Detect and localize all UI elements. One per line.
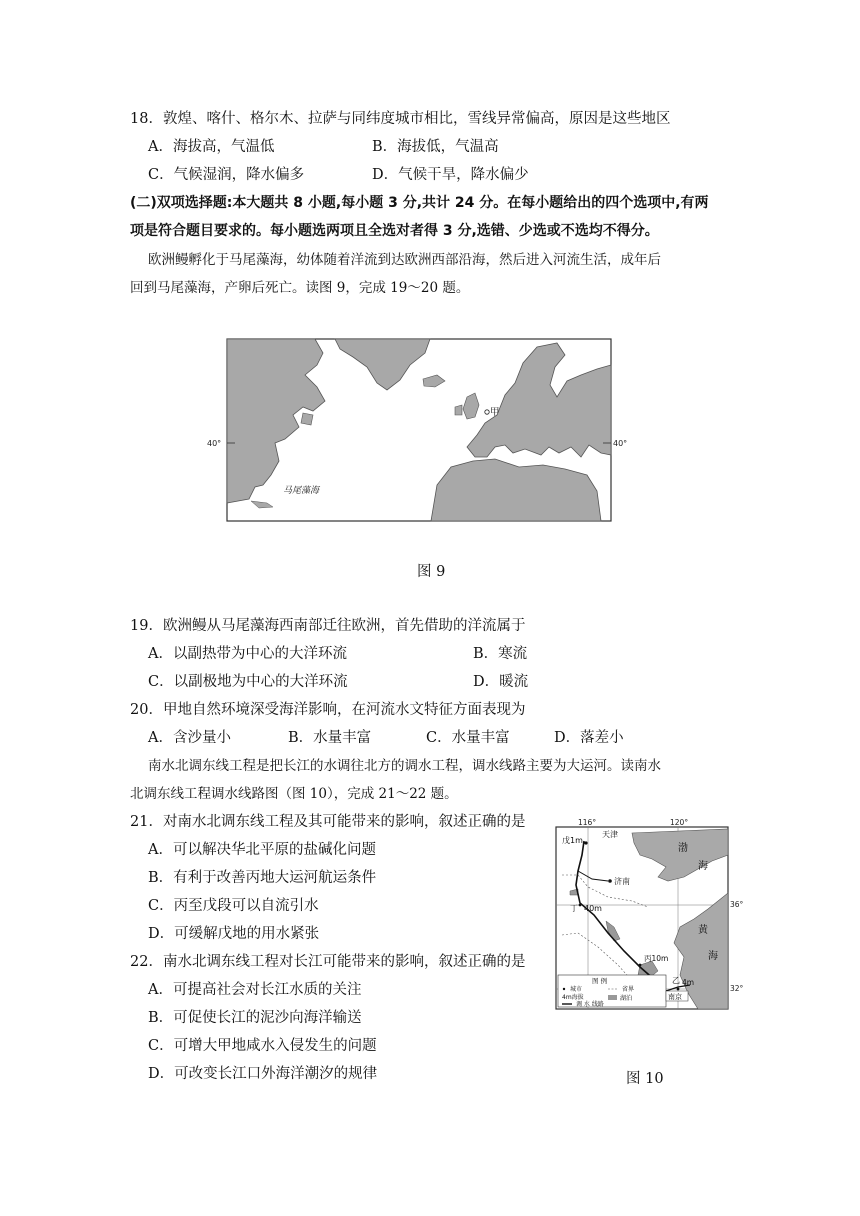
q18-stem: 18．敦煌、喀什、格尔木、拉萨与同纬度城市相比，雪线异常偏高，原因是这些地区 (130, 111, 671, 127)
yi-label: 乙 (672, 976, 680, 985)
sargasso-sea-label: 马尾藻海 (283, 486, 320, 496)
q21-stem: 21．对南水北调东线工程及其可能带来的影响，叙述正确的是 (130, 814, 526, 830)
passage2-line1: 南水北调东线工程是把长江的水调往北方的调水工程，调水线路主要为大运河。读南水 (148, 758, 661, 774)
ireland-island (455, 405, 462, 415)
q20-stem: 20．甲地自然环境深受海洋影响，在河流水文特征方面表现为 (130, 702, 526, 718)
q18-option-a: A．海拔高，气温低 (148, 139, 275, 155)
jinan-label: 济南 (614, 877, 630, 886)
passage1-line1: 欧洲鳗孵化于马尾藻海，幼体随着洋流到达欧洲西部沿海，然后进入河流生活，成年后 (148, 252, 661, 268)
q19-option-c: C．以副极地为中心的大洋环流 (148, 674, 348, 690)
lat32-label: 32° (730, 984, 744, 993)
q19-option-b: B．寒流 (473, 646, 528, 662)
lat40-label-left: 40° (207, 439, 222, 448)
q20-option-a: A．含沙量小 (148, 730, 231, 746)
bohai-label-2: 海 (698, 861, 708, 872)
bohai-label-1: 渤 (678, 843, 688, 854)
lat40-label-right: 40° (613, 439, 628, 448)
bing-point (639, 964, 642, 967)
legend-city-symbol (563, 988, 565, 990)
q20-option-c: C．水量丰富 (426, 730, 510, 746)
q19-option-a: A．以副热带为中心的大洋环流 (148, 646, 347, 662)
ding-point (579, 904, 582, 907)
section2-line2: 项是符合题目要求的。每小题选两项且全选对者得 3 分,选错、少选或不选均不得分。 (130, 223, 659, 239)
legend-lake-label: 湖泊 (620, 995, 633, 1002)
q19-option-d: D．暖流 (473, 674, 529, 690)
huanghai-label-2: 海 (708, 951, 718, 962)
figure-10-map (548, 815, 744, 1015)
newfoundland-island (301, 413, 313, 425)
legend-city-label: 城市 (570, 986, 583, 993)
q19-stem: 19．欧洲鳗从马尾藻海西南部迁往欧洲，首先借助的洋流属于 (130, 618, 526, 634)
passage2-line2: 北调东线工程调水线路图（图 10），完成 21～22 题。 (130, 786, 458, 802)
jinan-point (608, 879, 612, 883)
q21-option-b: B．有利于改善丙地大运河航运条件 (148, 870, 377, 886)
q18-option-b: B．海拔低，气温高 (372, 139, 499, 155)
figure-9-map (205, 335, 628, 525)
legend-lake-symbol (608, 995, 617, 1000)
passage1-line2: 回到马尾藻海，产卵后死亡。读图 9，完成 19～20 题。 (130, 280, 470, 296)
legend-route-label: 调 水 线路 (576, 1001, 604, 1008)
q20-option-d: D．落差小 (554, 730, 624, 746)
elev40-label: 40m (584, 904, 602, 913)
point-jia-label: 甲 (490, 407, 500, 418)
figure-10-caption: 图 10 (626, 1071, 664, 1087)
legend-border-label: 省界 (622, 986, 635, 993)
ding-label: 丁 (570, 904, 578, 913)
q22-stem: 22．南水北调东线工程对长江可能带来的影响，叙述正确的是 (130, 954, 526, 970)
huanghai-label-1: 黄 (698, 925, 708, 936)
q18-option-d: D．气候干旱，降水偏少 (372, 167, 529, 183)
section2-line1: (二)双项选择题:本大题共 8 小题,每小题 3 分,共计 24 分。在每小题给出的四个选项中,有两 (130, 195, 709, 211)
q22-option-b: B．可促使长江的泥沙向海洋输送 (148, 1010, 362, 1026)
nanjing-label: 南京 (668, 993, 682, 1001)
tianjin-label: 天津 (602, 830, 618, 839)
q21-option-d: D．可缓解戊地的用水紧张 (148, 926, 320, 942)
lon120-label: 120° (670, 818, 689, 827)
q22-option-d: D．可改变长江口外海洋潮汐的规律 (148, 1066, 378, 1082)
q18-option-c: C．气候湿润，降水偏多 (148, 167, 305, 183)
jia-point (677, 988, 680, 991)
q22-option-c: C．可增大甲地咸水入侵发生的问题 (148, 1038, 377, 1054)
q22-option-a: A．可提高社会对长江水质的关注 (148, 982, 362, 998)
q21-option-c: C．丙至戊段可以自流引水 (148, 898, 319, 914)
bing-label: 丙10m (644, 954, 669, 963)
point-jia-marker (485, 410, 489, 414)
q21-option-a: A．可以解决华北平原的盐碱化问题 (148, 842, 376, 858)
wu-point (584, 841, 587, 844)
legend-elev-label: 4m海拔 (562, 994, 584, 1001)
q20-option-b: B．水量丰富 (288, 730, 372, 746)
lon116-label: 116° (578, 818, 597, 827)
lat36-label: 36° (730, 900, 744, 909)
wu-label: 戊1m (562, 836, 583, 845)
figure-9-caption: 图 9 (417, 564, 446, 580)
jia-elev-label: 4m (682, 978, 695, 987)
legend-title: 图 例 (592, 977, 608, 985)
